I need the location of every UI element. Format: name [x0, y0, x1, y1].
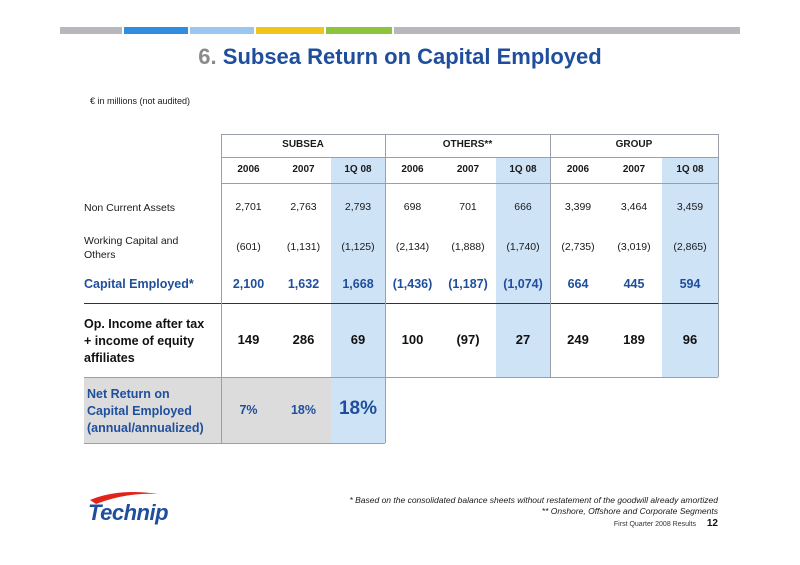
table-rule — [718, 134, 719, 377]
row-label-line: Net Return on — [87, 387, 170, 401]
table-cell: 2,100 — [232, 277, 265, 291]
table-cell: (1,131) — [286, 241, 321, 253]
table-cell: 2,793 — [344, 201, 372, 213]
title-text: Subsea Return on Capital Employed — [222, 44, 602, 69]
group-header-group: GROUP — [615, 139, 653, 150]
row-label-non-current-assets: Non Current Assets — [84, 202, 176, 214]
row-label-line: Working Capital and — [84, 235, 179, 247]
row-label-line: affiliates — [84, 351, 135, 365]
table-cell: (1,436) — [392, 277, 433, 291]
row-label-line: Capital Employed — [87, 404, 192, 418]
footer-caption: First Quarter 2008 Results — [613, 521, 696, 528]
table-cell: (2,134) — [395, 241, 430, 253]
table-cell: 18% — [338, 398, 378, 419]
table-cell: 96 — [682, 332, 698, 347]
footnote-2: ** Onshore, Offshore and Corporate Segments — [541, 506, 718, 516]
year-header: 2007 — [622, 164, 646, 175]
table-cell: 18% — [290, 403, 317, 417]
unit-note: € in millions (not audited) — [90, 96, 191, 106]
table-cell: 666 — [514, 201, 532, 213]
year-header: 2006 — [566, 164, 590, 175]
table-cell: 69 — [350, 332, 366, 347]
row-label-op-income — [84, 316, 224, 367]
table-cell: 149 — [237, 332, 260, 347]
table-rule — [221, 183, 718, 184]
table-cell: 100 — [401, 332, 424, 347]
table-cell: 2,701 — [235, 201, 262, 213]
row-label-line: + income of equity — [84, 334, 195, 348]
table-cell: 3,399 — [564, 201, 592, 213]
row-label-line: Op. Income after tax — [84, 317, 205, 331]
table-rule — [84, 443, 385, 444]
table-cell: 3,459 — [676, 201, 704, 213]
table-cell: 698 — [403, 201, 422, 213]
year-header: 1Q 08 — [344, 164, 372, 175]
group-header-subsea: SUBSEA — [282, 139, 324, 150]
table-cell: (2,865) — [673, 241, 707, 253]
table-cell: 701 — [459, 201, 477, 213]
table-cell: 2,763 — [290, 201, 317, 213]
table-cell: 249 — [567, 332, 589, 347]
table-cell: (97) — [456, 332, 480, 347]
table-cell: 7% — [239, 403, 258, 417]
table-cell: (1,125) — [341, 241, 375, 253]
table-cell: 445 — [623, 277, 645, 291]
year-header: 1Q 08 — [509, 164, 537, 175]
year-header: 2007 — [292, 164, 315, 175]
table-cell: 286 — [292, 332, 315, 347]
footnotes — [349, 495, 718, 517]
table-cell: 189 — [623, 332, 645, 347]
footnote-1: * Based on the consolidated balance sheets without restatement of the goodwill already amortized — [349, 495, 718, 505]
table-rule — [221, 157, 718, 158]
table-cell: 664 — [567, 277, 589, 291]
table-cell: (1,074) — [503, 277, 543, 291]
year-header: 2006 — [401, 164, 424, 175]
table-rule — [84, 303, 718, 304]
table-cell: 594 — [679, 277, 701, 291]
table-cell: 1,668 — [342, 277, 374, 291]
table-cell: 27 — [515, 332, 531, 347]
table-cell: 1,632 — [287, 277, 320, 291]
table-cell: (1,740) — [506, 241, 540, 253]
table-cell: 3,464 — [620, 201, 648, 213]
year-header: 1Q 08 — [676, 164, 704, 175]
row-label-working-capital — [84, 234, 224, 262]
row-label-line: (annual/annualized) — [87, 421, 204, 435]
table-rule — [221, 134, 718, 135]
row-label-capital-employed: Capital Employed* — [84, 277, 194, 291]
logo-text: Technip — [88, 500, 169, 525]
table-cell: (601) — [236, 241, 261, 253]
table-rule — [84, 377, 718, 378]
group-header-others: OTHERS** — [442, 139, 493, 150]
row-label-line: Others — [84, 249, 116, 261]
row-label-net-return — [87, 386, 227, 437]
year-header: 2006 — [237, 164, 260, 175]
table-cell: (3,019) — [617, 241, 651, 253]
table-cell: (1,187) — [448, 277, 488, 291]
table-cell: (1,888) — [451, 241, 485, 253]
title-number: 6. — [198, 44, 217, 69]
table-cell: (2,735) — [561, 241, 595, 253]
page-number: 12 — [706, 518, 718, 529]
year-header: 2007 — [456, 164, 480, 175]
